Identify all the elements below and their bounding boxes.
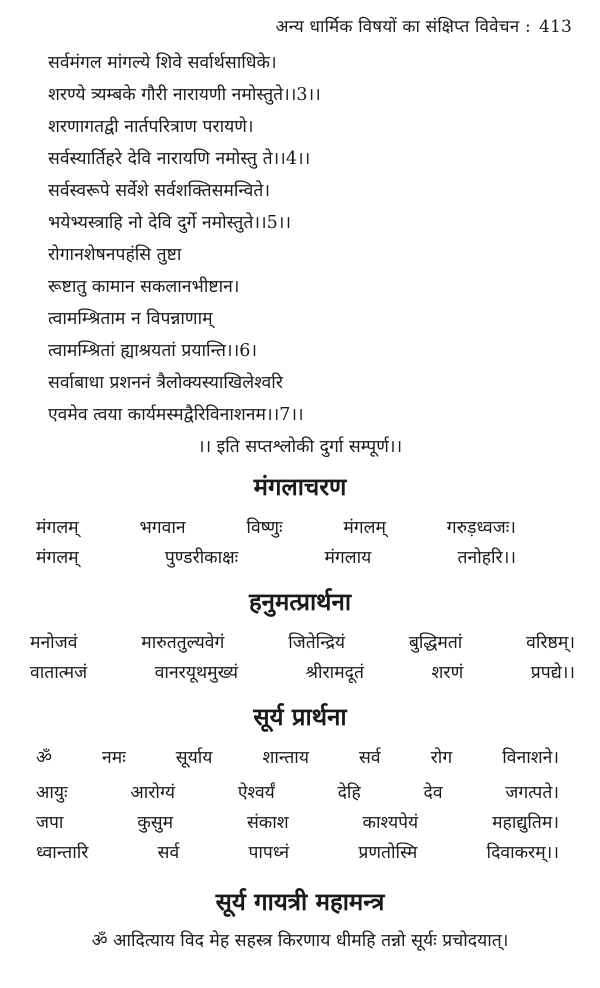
gayatri-mantra-line: ॐ आदित्याय विद मेह सहस्त्र किरणाय धीमहि तन्नो सूर्यः प्रचोदयात्। <box>91 931 509 951</box>
verse-line: रूष्टातु कामान सकलानभीष्टान। <box>48 277 240 297</box>
mangalacharan-line-2 <box>36 545 516 569</box>
word: ध्वान्तारि <box>36 843 89 863</box>
word: सूर्याय <box>175 748 213 768</box>
word: ऐश्वर्यं <box>237 783 275 803</box>
word: देव <box>423 783 443 803</box>
word: मनोजवं <box>30 633 78 653</box>
verse-line: सर्वमंगल मांगल्ये शिवे सर्वार्थसाधिके। <box>48 53 277 73</box>
word: प्रणतोस्मि <box>358 843 418 863</box>
word: बुद्धिमतां <box>408 633 463 653</box>
word: महाद्युतिम। <box>492 813 559 833</box>
word: भगवान <box>139 518 186 538</box>
word: संकाश <box>246 813 289 833</box>
word: मंगलम् <box>36 548 79 568</box>
word: मारुततुल्यवेगं <box>141 633 225 653</box>
word: काश्यपेयं <box>362 813 419 833</box>
verse-line: रोगानशेषनपहंसि तुष्टा <box>48 245 182 265</box>
word: आरोग्यं <box>130 783 176 803</box>
word: पुण्डरीकाक्षः <box>164 548 239 568</box>
word: शरणं <box>431 663 464 683</box>
word: नमः <box>102 748 126 768</box>
word: देहि <box>337 783 361 803</box>
word: गरुड़ध्वजः। <box>446 518 516 538</box>
word: मंगलम् <box>343 518 386 538</box>
word: आयुः <box>36 783 68 803</box>
verse-line: सर्वाबाधा प्रशननं त्रैलोक्यस्याखिलेश्वरि <box>48 373 283 393</box>
surya-line-2 <box>36 780 559 804</box>
word: सर्व <box>157 843 180 863</box>
surya-line-3 <box>36 810 559 834</box>
verse-line: सर्वस्वरूपे सर्वेशे सर्वशक्तिसमन्विते। <box>48 181 270 201</box>
word: वातात्मजं <box>30 663 88 683</box>
word: जितेन्द्रियं <box>288 633 346 653</box>
verse-line: त्वामम्श्रितां ह्याश्रयतां प्रयान्ति।।6। <box>48 341 257 361</box>
word: कुसुम <box>137 813 174 833</box>
word: मंगलम् <box>36 518 79 538</box>
word: तनोहरि।। <box>457 548 516 568</box>
surya-line-1 <box>36 745 559 769</box>
hanumat-line-1 <box>30 630 575 654</box>
word: वानरयूथमुख्यं <box>154 663 239 683</box>
running-title: अन्य धार्मिक विषयों का संक्षिप्त विवेचन : <box>275 17 531 37</box>
word: जपा <box>36 813 64 833</box>
word: श्रीरामदूतं <box>305 663 364 683</box>
verse-line: सर्वस्यार्तिहरे देवि नारायणि नमोस्तु ते।।4।। <box>48 149 311 169</box>
word: ॐ <box>36 748 52 768</box>
word: शान्ताय <box>262 748 309 768</box>
mangalacharan-line-1 <box>36 515 516 539</box>
word: दिवाकरम्।। <box>486 843 559 863</box>
word: प्रपद्ये।। <box>530 663 575 683</box>
verse-line: भयेभ्यस्त्राहि नो देवि दुर्गे नमोस्तुते।।5।। <box>48 213 292 233</box>
verse-line: त्वामम्श्रिताम न विपन्नाणाम् <box>48 309 213 329</box>
word: विष्णुः <box>246 518 283 538</box>
word: सर्व <box>359 748 381 768</box>
word: मंगलाय <box>324 548 372 568</box>
hanumat-line-2 <box>30 660 575 684</box>
word: वरिष्ठम्। <box>526 633 575 653</box>
word: जगत्पते। <box>505 783 559 803</box>
word: रोग <box>430 748 453 768</box>
word: पापध्नं <box>248 843 290 863</box>
page-number: 413 <box>538 17 572 37</box>
verse-line: शरण्ये त्र्यम्बके गौरी नारायणी नमोस्तुते।।3।। <box>48 85 321 105</box>
heading-surya-gayatri: सूर्य गायत्री महामन्त्र <box>215 887 385 916</box>
word: विनाशने। <box>502 748 559 768</box>
surya-line-4 <box>36 840 559 864</box>
heading-hanumat-prarthana: हनुमत्प्रार्थना <box>248 587 352 616</box>
heading-surya-prarthana: सूर्य प्रार्थना <box>253 702 347 731</box>
page-header <box>275 14 572 37</box>
verse-line: शरणागतद्वी नार्तपरित्राण परायणे। <box>48 117 254 137</box>
heading-mangalacharan: मंगलाचरण <box>253 472 347 501</box>
verse-line: एवमेव त्वया कार्यमस्मद्वैरिविनाशनम।।7।। <box>48 405 304 425</box>
saptashloki-closing: ।। इति सप्तश्लोकी दुर्गा सम्पूर्ण।। <box>197 437 403 457</box>
